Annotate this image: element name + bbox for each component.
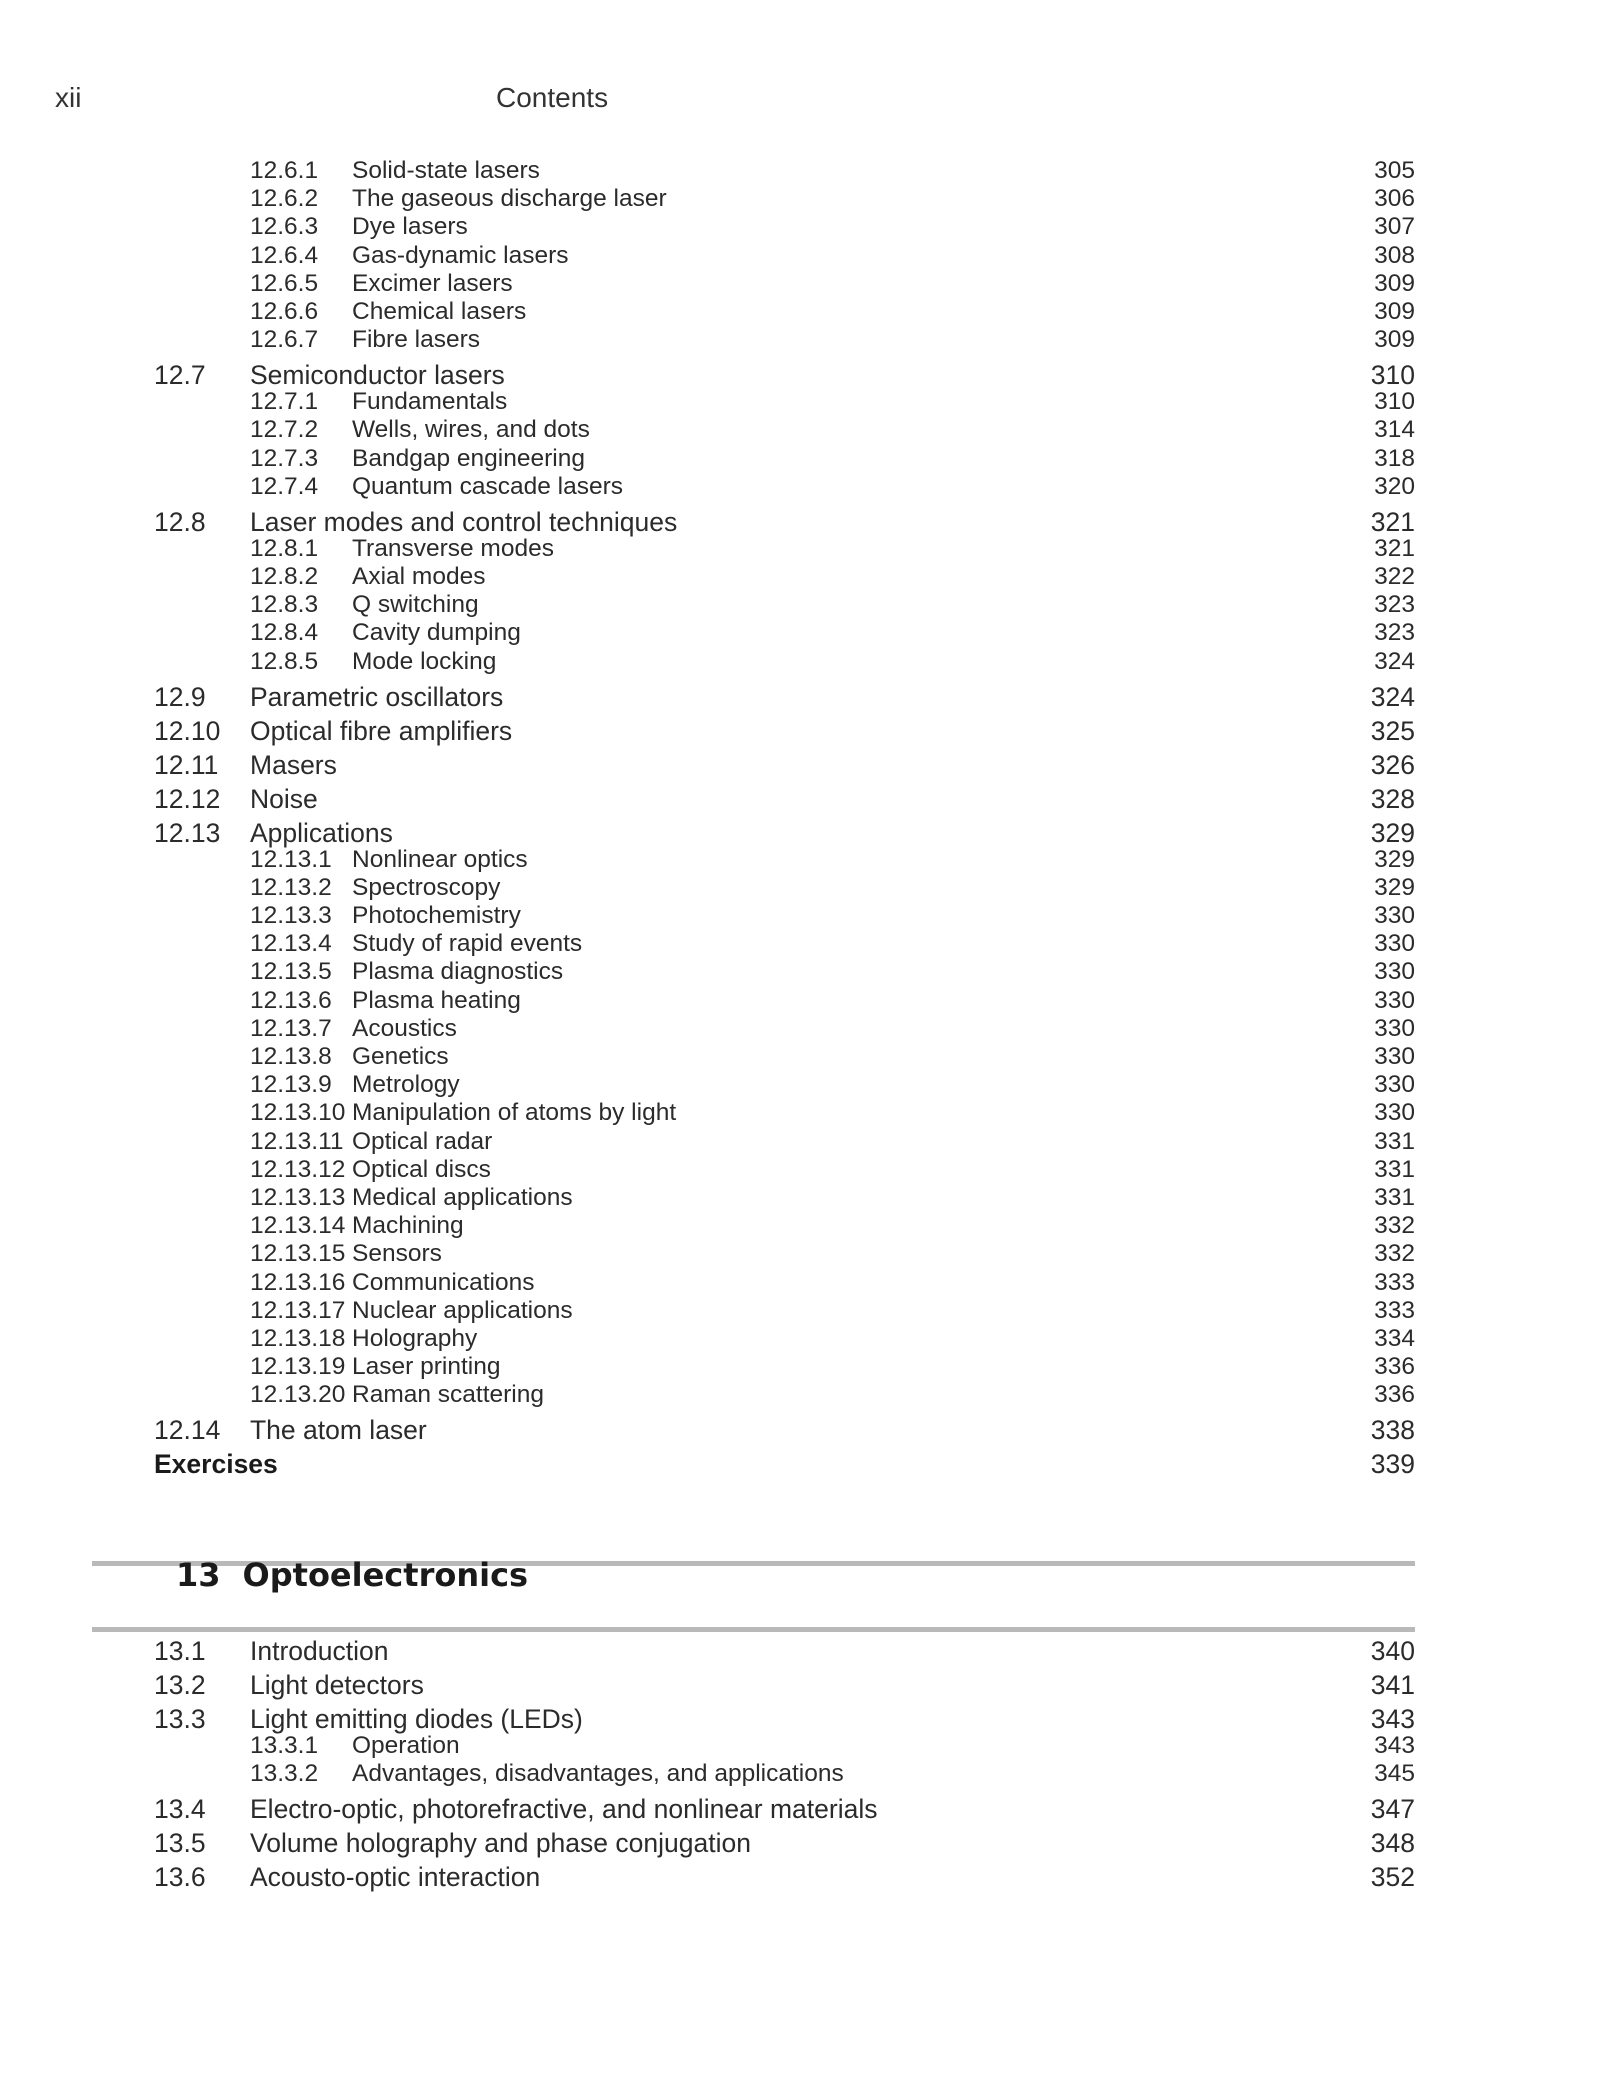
toc-entry-number: 13.1 (154, 1636, 206, 1666)
toc-entry-title: Chemical lasers (352, 298, 527, 325)
toc-entry-number: 12.13.3 (250, 902, 332, 929)
toc-entry-title: Nuclear applications (352, 1296, 573, 1324)
toc-entry-title: Bandgap engineering (352, 444, 585, 472)
toc-entry-number: 13.4 (154, 1794, 206, 1825)
toc-entry-number: 12.8 (154, 506, 206, 537)
toc-entry-page: 323 (1374, 591, 1415, 619)
toc-entry-number: 13.2 (154, 1670, 206, 1700)
toc-entry-page: 322 (1374, 563, 1415, 590)
toc-entry-page: 329 (1370, 817, 1415, 848)
toc-entry-page: 309 (1374, 269, 1415, 297)
toc-entry-page: 324 (1374, 647, 1415, 675)
toc-entry-page: 331 (1374, 1155, 1415, 1183)
toc-entry-title: Introduction (250, 1636, 389, 1666)
toc-entry-title: Transverse modes (352, 534, 554, 562)
toc-entry-number: 12.7.3 (250, 444, 319, 472)
toc-entry-number: 13.5 (154, 1828, 206, 1859)
toc-entry-page: 332 (1374, 1212, 1415, 1240)
toc-entry-page: 307 (1374, 213, 1415, 241)
toc-entry-page: 325 (1370, 715, 1415, 746)
toc-entry-number: 12.13.13 (250, 1184, 346, 1211)
toc-entry-page: 332 (1374, 1240, 1415, 1268)
toc-entry-title: Metrology (352, 1071, 460, 1099)
toc-entry-title: Quantum cascade lasers (352, 472, 623, 500)
toc-entry-title: Fibre lasers (352, 326, 480, 354)
toc-entry-number: 12.13.8 (250, 1043, 332, 1070)
toc-entry-page: 347 (1370, 1794, 1415, 1825)
toc-entry-number: 12.7.1 (250, 388, 319, 416)
toc-entry-title: Wells, wires, and dots (352, 416, 590, 444)
toc-entry-title: Raman scattering (352, 1381, 545, 1409)
toc-entry-number: 12.13.7 (250, 1014, 332, 1042)
toc-entry-page: 330 (1374, 1014, 1415, 1042)
toc-entry-title: Holography (352, 1325, 478, 1352)
toc-entry-number: 12.13.20 (250, 1381, 346, 1409)
toc-entry-number: 12.9 (154, 681, 206, 712)
toc-entry-number: 12.13.18 (250, 1325, 346, 1352)
toc-entry-page: 340 (1370, 1636, 1415, 1666)
toc-entry-title: Axial modes (352, 563, 486, 590)
toc-entry-number: 12.13.1 (250, 845, 332, 873)
toc-entry-number: 12.13 (154, 817, 221, 848)
toc-entry-number: 12.13.5 (250, 958, 332, 986)
toc-entry-number: 12.11 (154, 749, 219, 780)
toc-entry-page: 330 (1374, 1099, 1415, 1127)
toc-entry-page: 323 (1374, 619, 1415, 647)
toc-entry-title: Plasma diagnostics (352, 958, 564, 986)
toc-entry-number: 12.13.14 (250, 1212, 346, 1240)
toc-entry-title: Spectroscopy (352, 873, 501, 901)
toc-entry-page: 338 (1370, 1415, 1415, 1446)
toc-entry-title: Cavity dumping (352, 619, 521, 647)
toc-entry-title: Genetics (352, 1043, 449, 1070)
toc-entry-title: Optical fibre amplifiers (250, 715, 513, 746)
toc-entry-page: 331 (1374, 1184, 1415, 1211)
toc-entry-number: 12.13.6 (250, 986, 332, 1014)
toc-entry-number: 12.13.11 (250, 1127, 344, 1155)
toc-entry-title: Laser printing (352, 1353, 501, 1381)
toc-entry-title: Solid-state lasers (352, 157, 540, 184)
toc-entry-number: 12.13.2 (250, 873, 332, 901)
toc-entry-title: The atom laser (250, 1415, 427, 1446)
toc-entry-number: 13.3 (154, 1704, 206, 1734)
chapter-number: 13 (176, 1556, 221, 1594)
toc-entry-title: The gaseous discharge laser (352, 185, 667, 213)
toc-entry-title: Study of rapid events (352, 930, 583, 958)
toc-entry-title: Exercises (154, 1449, 278, 1480)
toc-entry-page: 341 (1370, 1670, 1415, 1700)
toc-entry-page: 348 (1370, 1828, 1415, 1859)
toc-entry-number: 12.6.6 (250, 298, 319, 325)
toc-entry-title: Light emitting diodes (LEDs) (250, 1704, 583, 1734)
toc-entry-title: Sensors (352, 1240, 442, 1268)
toc-entry-page: 320 (1374, 472, 1415, 500)
toc-entry-page: 333 (1374, 1268, 1415, 1296)
toc-entry-page: 331 (1374, 1127, 1415, 1155)
toc-entry-page: 330 (1374, 958, 1415, 986)
toc-entry-number: 12.6.3 (250, 213, 319, 241)
toc-entry-number: 12.13.17 (250, 1296, 346, 1324)
toc-entry-page: 310 (1370, 360, 1415, 391)
toc-entry-page: 329 (1374, 845, 1415, 873)
toc-entry-title: Applications (250, 817, 393, 848)
toc-entry-number: 12.13.15 (250, 1240, 346, 1268)
toc-entry-number: 12.7.4 (250, 472, 319, 500)
toc-entry-title: Parametric oscillators (250, 681, 504, 712)
toc-entry-number: 12.13.9 (250, 1071, 332, 1099)
toc-entry-title: Q switching (352, 591, 479, 619)
toc-entry-number: 12.14 (154, 1415, 221, 1446)
toc-entry-number: 12.12 (154, 783, 221, 814)
toc-entry-page: 328 (1370, 783, 1415, 814)
toc-entry-title: Excimer lasers (352, 269, 513, 297)
toc-entry-number: 12.6.5 (250, 269, 319, 297)
toc-entry-number: 12.8.5 (250, 647, 319, 675)
toc-entry-title: Acousto-optic interaction (250, 1862, 541, 1893)
toc-entry-title: Manipulation of atoms by light (352, 1099, 677, 1127)
toc-entry-page: 334 (1374, 1325, 1415, 1352)
toc-entry-number: 12.8.4 (250, 619, 319, 647)
chapter-title: Optoelectronics (242, 1556, 529, 1594)
toc-entry-page: 308 (1374, 241, 1415, 269)
toc-entry-number: 12.7.2 (250, 416, 319, 444)
toc-entry-number: 12.13.12 (250, 1155, 346, 1183)
toc-entry-title: Laser modes and control techniques (250, 506, 678, 537)
toc-entry-page: 336 (1374, 1381, 1415, 1409)
toc-entry-page: 321 (1374, 534, 1415, 562)
toc-entry-number: 13.6 (154, 1862, 206, 1893)
toc-entry-title: Medical applications (352, 1184, 573, 1211)
toc-entry-number: 12.6.2 (250, 185, 319, 213)
page-number: xii (55, 82, 82, 113)
toc-entry-title: Noise (250, 783, 318, 814)
toc-entry-page: 343 (1370, 1704, 1415, 1734)
toc-entry-title: Electro-optic, photorefractive, and nonlinear materials (250, 1794, 878, 1825)
toc-entry-title: Advantages, disadvantages, and applications (352, 1760, 844, 1788)
toc-entry-page: 330 (1374, 902, 1415, 929)
toc-entry-page: 330 (1374, 1071, 1415, 1099)
toc-entry-number: 12.13.4 (250, 930, 332, 958)
toc-entry-number: 12.6.1 (250, 157, 319, 184)
toc-entry-page: 318 (1374, 444, 1415, 472)
toc-entry-page: 329 (1374, 873, 1415, 901)
toc-entry-title: Masers (250, 749, 337, 780)
toc-entry-number: 12.6.7 (250, 326, 319, 354)
toc-entry-number: 12.6.4 (250, 241, 319, 269)
toc-entry-page: 336 (1374, 1353, 1415, 1381)
toc-entry-title: Fundamentals (352, 388, 508, 416)
toc-entry-title: Plasma heating (352, 986, 521, 1014)
chapter-rule-bottom (92, 1627, 1415, 1632)
toc-entry-title: Optical discs (352, 1155, 491, 1183)
toc-entry-page: 314 (1374, 416, 1415, 444)
toc-entry-number: 12.13.10 (250, 1099, 346, 1127)
toc-entry-number: 12.13.16 (250, 1268, 346, 1296)
toc-entry-number: 12.7 (154, 360, 206, 391)
toc-entry-title: Light detectors (250, 1670, 424, 1700)
toc-entry-title: Mode locking (352, 647, 497, 675)
toc-entry-title: Machining (352, 1212, 464, 1240)
toc-entry-page: 305 (1374, 157, 1415, 184)
toc-entry-page: 333 (1374, 1296, 1415, 1324)
toc-entry-title: Optical radar (352, 1127, 493, 1155)
toc-entry-page: 343 (1374, 1732, 1415, 1759)
toc-entry-number: 13.3.1 (250, 1732, 319, 1759)
toc-entry-page: 306 (1374, 185, 1415, 213)
toc-entry-page: 330 (1374, 1043, 1415, 1070)
toc-entry-page: 330 (1374, 930, 1415, 958)
toc-entry-title: Semiconductor lasers (250, 360, 505, 391)
toc-entry-title: Photochemistry (352, 902, 521, 929)
toc-entry-page: 326 (1370, 749, 1415, 780)
toc-entry-number: 13.3.2 (250, 1760, 319, 1788)
chapter-heading[interactable] (176, 1556, 528, 1594)
toc-entry-page: 309 (1374, 298, 1415, 325)
toc-entry-page: 310 (1374, 388, 1415, 416)
toc-entry-page: 339 (1370, 1449, 1415, 1480)
toc-entry-title: Nonlinear optics (352, 845, 528, 873)
toc-entry-page: 330 (1374, 986, 1415, 1014)
toc-entry-number: 12.13.19 (250, 1353, 346, 1381)
toc-entry-page: 345 (1374, 1760, 1415, 1788)
running-head: Contents (496, 82, 609, 113)
toc-entry-title: Dye lasers (352, 213, 468, 241)
toc-entry-number: 12.10 (154, 715, 221, 746)
toc-entry-number: 12.8.1 (250, 534, 319, 562)
toc-entry-title: Acoustics (352, 1014, 457, 1042)
toc-entry-title: Volume holography and phase conjugation (250, 1828, 751, 1859)
toc-entry-page: 321 (1370, 506, 1415, 537)
toc-entry-page: 309 (1374, 326, 1415, 354)
toc-entry-title: Communications (352, 1268, 535, 1296)
toc-entry-title: Operation (352, 1732, 460, 1759)
toc-entry-page: 324 (1370, 681, 1415, 712)
toc-entry-number: 12.8.2 (250, 563, 319, 590)
toc-entry-number: 12.8.3 (250, 591, 319, 619)
toc-entry-page: 352 (1370, 1862, 1415, 1893)
toc-entry-title: Gas-dynamic lasers (352, 241, 569, 269)
